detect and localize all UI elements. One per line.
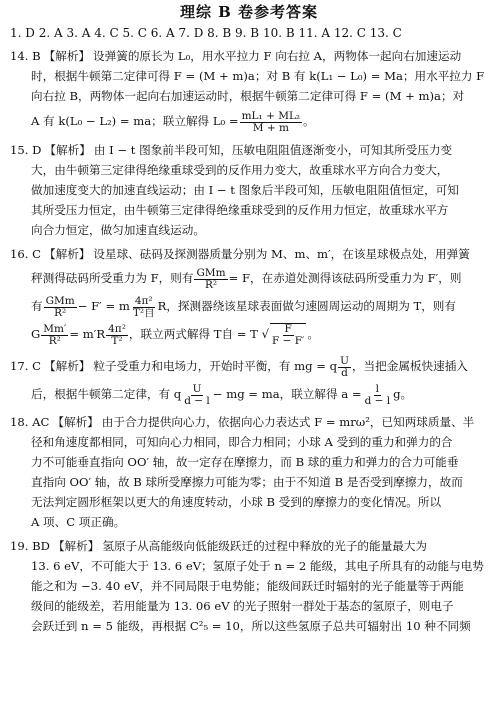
q14-line-1: 14. B 【解析】 设弹簧的原长为 L₀，用水平拉力 F 向右拉 A，两物体一起向右加速运动: [10, 49, 462, 63]
fraction-l-dl: $\frac{l}{d - l}$: [364, 382, 391, 407]
question-17: [10, 352, 488, 408]
q17-line-1: 17. C 【解析】 粒子受重力和电场力，开始时平衡，有 mg = q $\frac{U}{d}$ ，当把金属板快速插入: [10, 354, 468, 379]
question-19: [10, 536, 488, 636]
fraction-gmm-2: $\frac{\text{GMm}}{\text{R²}}$: [45, 294, 75, 319]
q16-line-2: 秤测得砝码所受重力为 F，则有 $\frac{\text{GMm}}{\text{R²}}$ = F，在赤道处测得该砝码所受重力为 F′，则: [31, 266, 462, 291]
fraction-4pi2-tself: $\frac{\text{4π²}}{\text{T²自}}$: [132, 294, 155, 319]
page-title: 理综 B 卷参考答案: [179, 3, 319, 21]
q19-line-5: 会跃迁到 n = 5 能级，再根据 C²₅ = 10，所以这些氢原子总共可辐射出 10 种不同频: [31, 619, 471, 633]
q15-line-1: 15. D 【解析】 由 I − t 图象前半段可知，压敏电阻阻值逐渐变小，可知其所受压力变: [10, 143, 453, 157]
q15-line-2: 大，由牛顿第三定律得绝缘重球受到的反作用力变大，故重球水平方向合力变大，: [31, 163, 449, 177]
answer-sheet-page: [0, 2, 498, 728]
q16-line-4: G $\frac{Mm'}{\text{R²}}$ = m′R $\frac{\text{4π²}}{\text{T²}}$ ，联立两式解得 T自 = T √ $\frac{F}{F - F'}$ 。: [31, 322, 320, 347]
fraction-mmprime: $\frac{Mm'}{\text{R²}}$: [43, 322, 67, 347]
q15-line-3: 做加速度变大的加速直线运动；由 I − t 图象后半段可知，压敏电阻阻值恒定，可知: [31, 183, 459, 197]
q16-line-1: 16. C 【解析】 设星球、砝码及探测器质量分别为 M、m、m′，在该星球极点处，用弹簧: [10, 247, 470, 261]
q19-line-3: 能之和为 −3. 40 eV，并不同局限于电势能；能级间跃迁时辐射的光子能量等于两能: [31, 579, 464, 593]
fraction-u-dl: $\frac{U}{d - l}$: [184, 382, 210, 407]
fraction-l0: $\frac{\text{mL₁ + ML₂}}{M + m}$: [241, 109, 301, 134]
q18-line-4: 直指向 OO′ 轴，故 B 球所受摩擦力可能为零；由于不知道 B 是否受到摩擦力，故而: [31, 475, 463, 489]
q18-line-2: 径和角速度都相同，可知向心力相同，即合力相同；小球 A 受到的重力和弹力的合: [31, 435, 453, 449]
q19-line-2: 13. 6 eV，不可能大于 13. 6 eV；氢原子处于 n = 2 能级，其电子所具有的动能与电势: [31, 559, 484, 573]
q18-line-1: 18. AC 【解析】 由于合力提供向心力，依据向心力表达式 F = mrω²，已知两球质量、半: [10, 415, 475, 429]
fraction-sqrt-f: $\frac{F}{F - F'}$: [271, 323, 305, 347]
fraction-u-d: $\frac{U}{d}$: [340, 354, 349, 379]
q14-line-3: 向右拉 B，两物体一起向右加速运动时，根据牛顿第二定律可得 F = (M + m)a；对: [31, 89, 465, 103]
q14-line-4: A 有 k(L₀ − L₂) = ma；联立解得 L₀ = $\frac{\text{mL₁ + ML₂}}{M + m}$ 。: [31, 109, 315, 134]
fraction-gmm-1: $\frac{\text{GMm}}{\text{R²}}$: [196, 266, 226, 291]
q16-line-3: 有 $\frac{\text{GMm}}{\text{R²}}$ − F′ = m $\frac{\text{4π²}}{\text{T²自}}$ R，探测器绕该星球表面做匀速圆周运动的周期为 T，则有: [31, 294, 456, 319]
fraction-4pi2-t: $\frac{\text{4π²}}{\text{T²}}$: [108, 322, 126, 347]
q18-line-3: 力不可能垂直指向 OO′ 轴，故一定存在摩擦力，而 B 球的重力和弹力的合力可能垂: [31, 455, 459, 469]
q17-line-2: 后，根据牛顿第二定律，有 q $\frac{U}{d - l}$ − mg = ma，联立解得 a = $\frac{l}{d - l}$ g。: [31, 382, 413, 407]
question-16: [10, 244, 488, 348]
q15-line-4: 其所受压力恒定，由牛顿第三定律得绝缘重球受到的反作用力恒定，故重球水平方: [31, 203, 449, 217]
q19-line-4: 级间的能级差，若用能量为 13. 06 eV 的光子照射一群处于基态的氢原子，则电子: [31, 599, 454, 613]
q18-line-5: 无法判定圆形框架以更大的角速度转动，小球 B 受到的摩擦力的变化情况。所以: [31, 495, 442, 509]
question-14: [10, 46, 488, 136]
q15-line-5: 向合力恒定，做匀加速直线运动。: [31, 223, 205, 237]
q19-line-1: 19. BD 【解析】 氢原子从高能级向低能级跃迁的过程中释放的光子的能量最大为: [10, 539, 427, 553]
question-15: [10, 140, 488, 240]
multiple-choice-answers: 1. D 2. A 3. A 4. C 5. C 6. A 7. D 8. B 9. B 10. B 11. A 12. C 13. C: [10, 26, 402, 40]
q18-line-6: A 项、C 项正确。: [31, 515, 126, 529]
q14-line-2: 时，根据牛顿第二定律可得 F = (M + m)a；对 B 有 k(L₁ − L₀) = Ma；用水平拉力 F: [31, 69, 485, 83]
question-18: [10, 412, 488, 532]
